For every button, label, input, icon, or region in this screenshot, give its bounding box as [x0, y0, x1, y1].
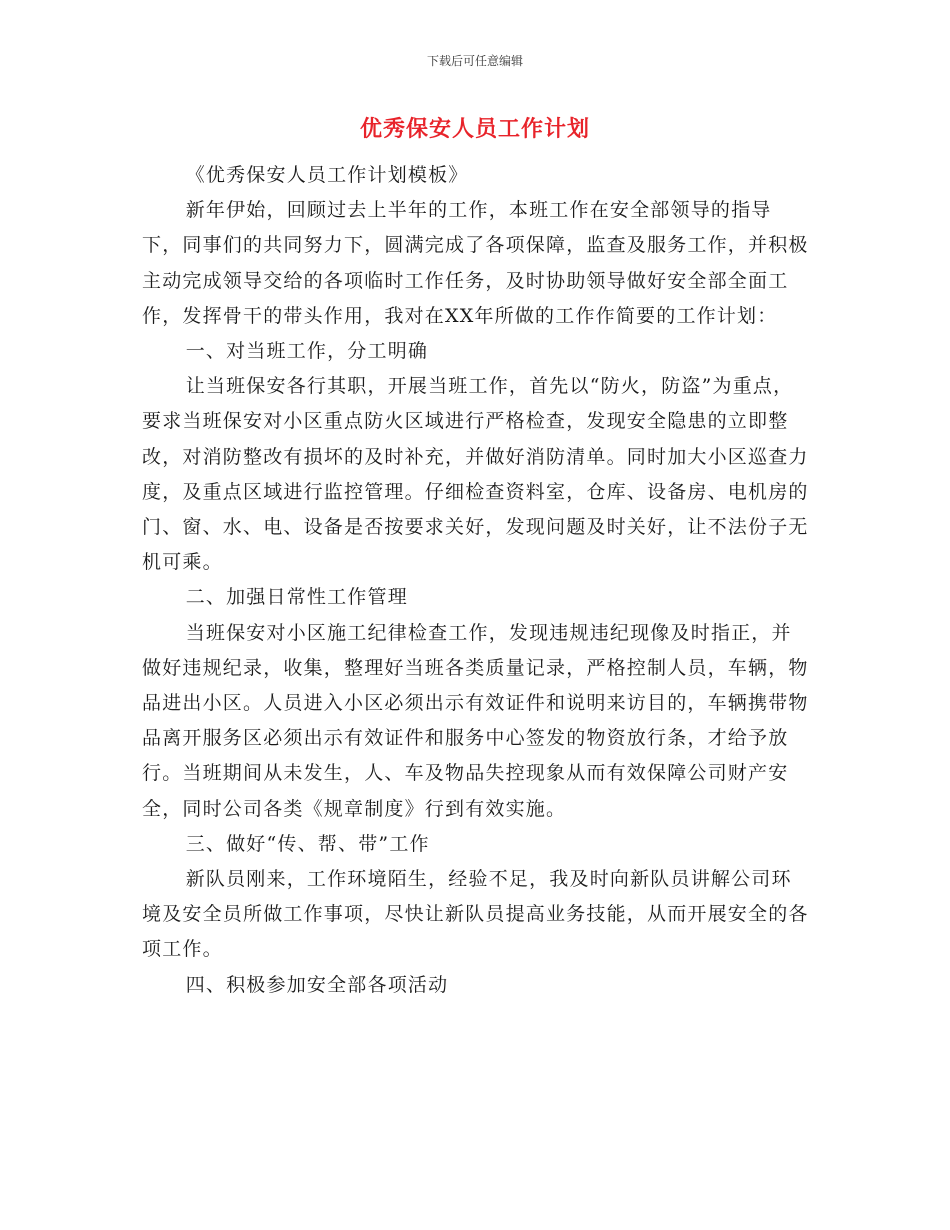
section-body-1: 让当班保安各行其职，开展当班工作，首先以“防火，防盗”为重点，要求当班保安对小区重点防火区域进行严格检查，发现安全隐患的立即整改，对消防整改有损坏的及时补充，并做好消防清单。同时加大小区巡查力度，及重点区域进行监控管理。仔细检查资料室，仓库、设备房、电机房的门、窗、水、电、设备是否按要求关好，发现问题及时关好，让不法份子无机可乘。 — [142, 375, 809, 574]
section-body-2: 当班保安对小区施工纪律检查工作，发现违规违纪现像及时指正，并做好违规纪录，收集，整理好当班各类质量记录，严格控制人员，车辆，物品进出小区。人员进入小区必须出示有效证件和说明来访目的，车辆携带物品离开服务区必须出示有效证件和服务中心签发的物资放行条，才给予放行。当班期间从未发生，人、车及物品失控现象从而有效保障公司财产安全，同时公司各类《规章制度》行到有效实施。 — [142, 621, 809, 820]
intro-paragraph: 新年伊始，回顾过去上半年的工作，本班工作在安全部领导的指导下，同事们的共同努力下，圆满完成了各项保障，监查及服务工作，并积极主动完成领导交给的各项临时工作任务，及时协助领导做好安全部全面工作，发挥骨干的带头作用，我对在XX年所做的工作作简要的工作计划： — [142, 199, 809, 327]
subtitle-paragraph: 《优秀保安人员工作计划模板》 — [185, 164, 469, 186]
section-heading-3: 三、做好“传、帮、带”工作 — [185, 832, 430, 855]
section-heading-1: 一、对当班工作，分工明确 — [185, 340, 429, 363]
section-heading-4: 四、积极参加安全部各项活动 — [185, 973, 449, 996]
document-body — [142, 158, 810, 1003]
document-title: 优秀保安人员工作计划 — [359, 117, 590, 142]
section-heading-2: 二、加强日常性工作管理 — [185, 586, 408, 609]
section-body-3: 新队员刚来，工作环境陌生，经验不足，我及时向新队员讲解公司环境及安全员所做工作事项，尽快让新队员提高业务技能，从而开展安全的各项工作。 — [142, 868, 809, 961]
header-note: 下载后可任意编辑 — [426, 54, 523, 68]
